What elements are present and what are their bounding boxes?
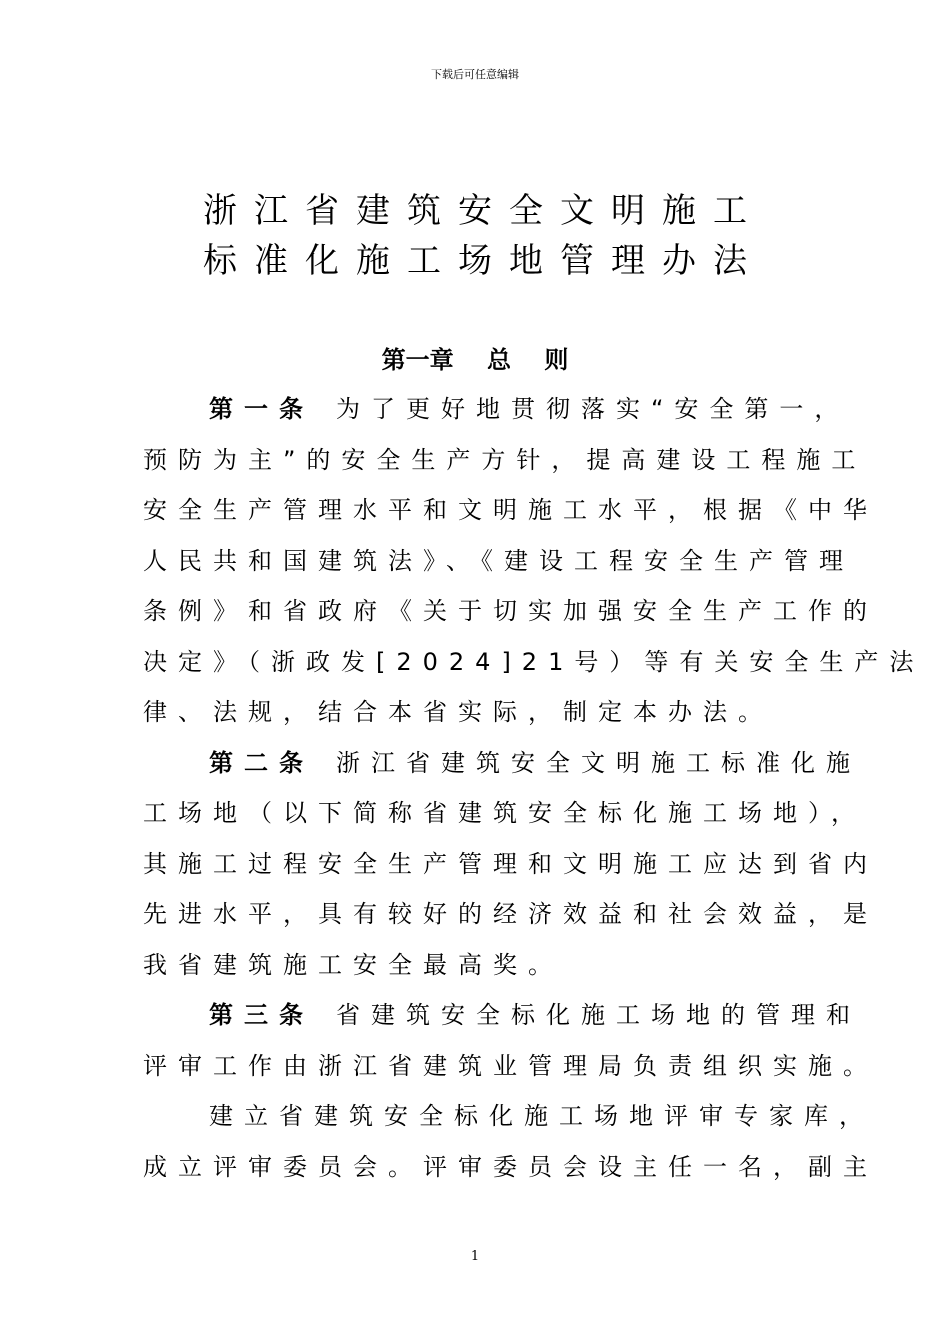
article-1-line [143,384,850,435]
text-line: 律、法规，结合本省实际，制定本办法。 [143,698,773,726]
text-line: 人民共和国建筑法》、《建设工程安全生产管理 [143,546,854,575]
title-line-2: 标准化施工场地管理办法 [203,241,764,281]
chapter-heading: 第一章 总 则 [381,346,569,374]
text-line: 省建筑安全标化施工场地的管理和 [336,1001,861,1029]
article-2-line [143,738,861,789]
text-line: 我省建筑施工安全最高奖。 [143,950,563,979]
text-line: 决定》（浙政发[2024]21号）等有关安全生产法 [143,647,925,676]
body-text [143,384,925,1192]
title-line-1: 浙江省建筑安全文明施工 [203,191,764,231]
header-note: 下载后可任意编辑 [431,68,519,81]
text-line: 其施工过程安全生产管理和文明施工应达到省内 [143,849,878,878]
text-line: 建立省建筑安全标化施工场地评审专家库， [209,1102,874,1130]
text-line: 为了更好地贯彻落实“安全第一， [336,395,850,423]
document-title [0,186,950,286]
text-line: 预防为主”的安全生产方针，提高建设工程施工 [143,445,867,474]
article-3-line [143,990,861,1041]
text-line: 浙江省建筑安全文明施工标准化施 [336,748,861,777]
text-line: 成立评审委员会。评审委员会设主任一名，副主 [143,1152,878,1181]
text-line: 先进水平，具有较好的经济效益和社会效益，是 [143,900,878,928]
article-2-label: 第二条 [209,748,314,777]
page-number: 1 [470,1249,480,1264]
text-line: 条例》和省政府《关于切实加强安全生产工作的 [143,597,878,625]
article-3-label: 第三条 [209,1001,314,1029]
article-1-label: 第一条 [209,395,314,423]
text-line: 工场地（以下简称省建筑安全标化施工场地）， [143,799,866,827]
text-line: 评审工作由浙江省建筑业管理局负责组织实施。 [143,1051,878,1080]
text-line: 安全生产管理水平和文明施工水平，根据《中华 [143,496,878,524]
